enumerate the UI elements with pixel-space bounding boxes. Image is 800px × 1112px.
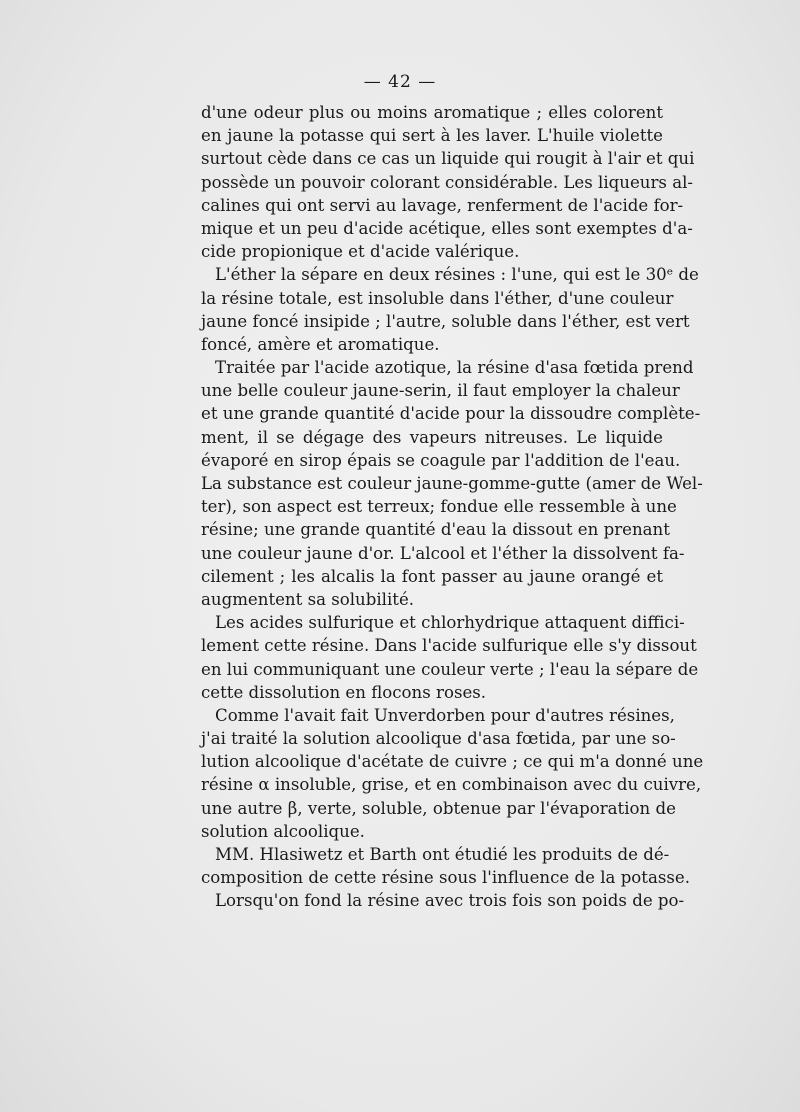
text-line: résine α insoluble, grise, et en combinaison avec du cuivre, [201,775,702,795]
text-line: lution alcoolique d'acétate de cuivre ; ce qui m'a donné une [201,752,704,772]
text-line: Les acides sulfurique et chlorhydrique attaquent diffici- [215,613,685,633]
text-line: composition de cette résine sous l'influence de la potasse. [201,868,690,888]
text-line: cette dissolution en flocons roses. [201,682,487,702]
text-line: foncé, amère et aromatique. [201,334,440,354]
text-line: Comme l'avait fait Unverdorben pour d'autres résines, [215,705,675,725]
text-line: et une grande quantité d'acide pour la dissoudre complète- [201,404,701,424]
text-line: ment, il se dégage des vapeurs nitreuses. Le liquide [201,427,663,447]
text-line: augmentent sa solubilité. [201,589,415,609]
text-line: Traitée par l'acide azotique, la résine d'asa fœtida prend [215,358,694,378]
body-text [201,101,704,913]
text-line: La substance est couleur jaune-gomme-gutte (amer de Wel- [201,474,703,493]
text-line: MM. Hlasiwetz et Barth ont étudié les produits de dé- [215,845,670,864]
text-line: en lui communiquant une couleur verte ; l'eau la sépare de [201,659,699,679]
text-line: lement cette résine. Dans l'acide sulfurique elle s'y dissout [201,636,697,656]
text-line: une couleur jaune d'or. L'alcool et l'éther la dissolvent fa- [201,543,685,563]
text-line: mique et un peu d'acide acétique, elles sont exemptes d'a- [201,218,693,238]
text-line: solution alcoolique. [201,821,365,841]
text-line: cilement ; les alcalis la font passer au jaune orangé et [201,566,663,586]
text-line: j'ai traité la solution alcoolique d'asa fœtida, par une so- [201,729,676,749]
text-line: une autre β, verte, soluble, obtenue par l'évaporation de [201,798,676,818]
text-line: surtout cède dans ce cas un liquide qui rougit à l'air et qui [201,149,695,169]
text-line: ter), son aspect est terreux; fondue elle ressemble à une [201,497,677,517]
text-line: en jaune la potasse qui sert à les laver. L'huile violette [201,126,663,146]
text-line: évaporé en sirop épais se coagule par l'addition de l'eau. [201,450,681,470]
text-line: résine; une grande quantité d'eau la dissout en prenant [201,520,670,540]
text-line: jaune foncé insipide ; l'autre, soluble dans l'éther, est vert [201,311,690,331]
text-line: L'éther la sépare en deux résines : l'une, qui est le 30ᵉ de [215,265,699,285]
text-line: calines qui ont servi au lavage, renferment de l'acide for- [201,195,684,215]
text-line: la résine totale, est insoluble dans l'éther, d'une couleur [201,288,674,308]
text-line: Lorsqu'on fond la résine avec trois fois son poids de po- [215,891,685,911]
text-line: cide propionique et d'acide valérique. [201,242,520,262]
text-line: possède un pouvoir colorant considérable. Les liqueurs al- [201,172,693,192]
page-number: — 42 — [363,72,437,92]
text-line: d'une odeur plus ou moins aromatique ; elles colorent [201,103,663,122]
text-line: une belle couleur jaune-serin, il faut employer la chaleur [201,381,680,401]
